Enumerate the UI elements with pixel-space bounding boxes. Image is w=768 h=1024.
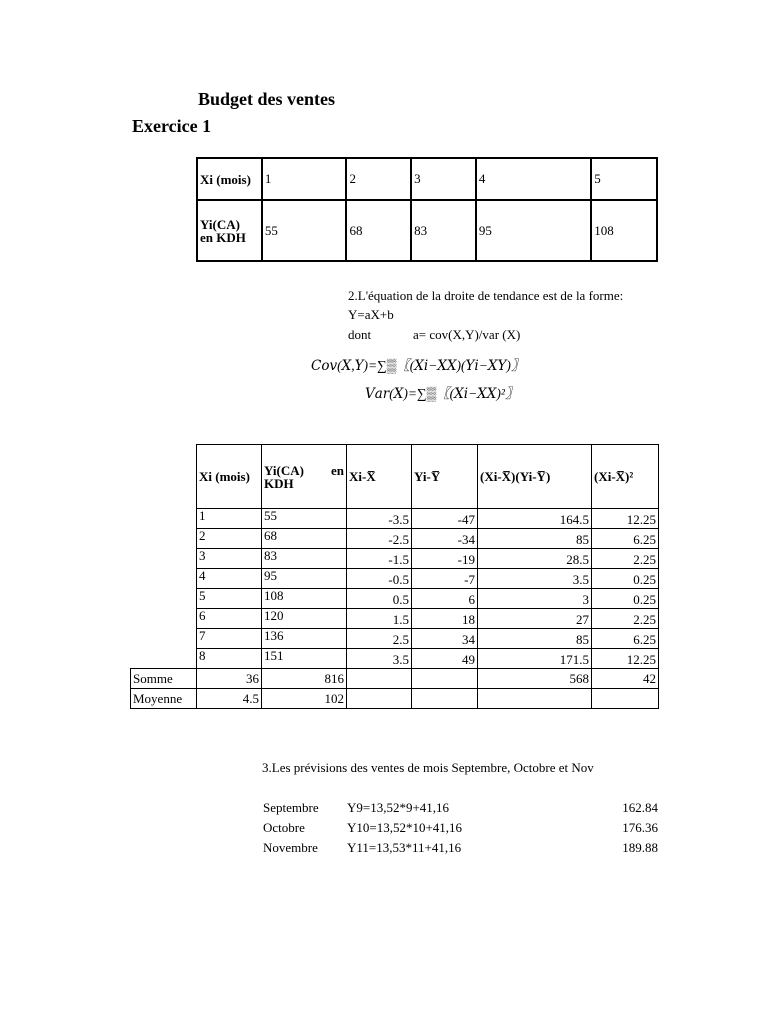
table-cell: -47 <box>412 509 478 529</box>
table-cell: 6 <box>412 589 478 609</box>
table-row <box>197 158 657 200</box>
data-table-2 <box>130 444 659 709</box>
table-cell: -34 <box>412 529 478 549</box>
forecast-value: 189.88 <box>622 840 658 855</box>
moyenne-label: Moyenne <box>131 689 197 709</box>
table-cell: 0.5 <box>347 589 412 609</box>
table-cell: 55 <box>262 200 347 261</box>
table-cell: 27 <box>478 609 592 629</box>
table-cell: 68 <box>262 529 347 549</box>
table-cell: 5 <box>197 589 262 609</box>
header-yi-part3: KDH <box>264 475 294 491</box>
table-row <box>131 649 659 669</box>
table-row <box>131 629 659 649</box>
table-cell: 171.5 <box>478 649 592 669</box>
table-row <box>131 509 659 529</box>
somme-product: 568 <box>478 669 592 689</box>
table-cell: 151 <box>262 649 347 669</box>
exercise-heading: Exercice 1 <box>132 116 212 136</box>
table-cell: 83 <box>262 549 347 569</box>
table-cell: 1 <box>197 509 262 529</box>
var-formula: 𝑉𝑎𝑟(𝑋)=∑▒〖(𝑋𝑖−𝑋𝑋)²〗 <box>365 386 519 401</box>
moyenne-row <box>131 689 659 709</box>
y-label-line2: en KDH <box>200 229 246 245</box>
equation-intro: 2.L'équation de la droite de tendance est de la forme: <box>348 288 624 303</box>
table-cell: 2 <box>197 529 262 549</box>
header-yi-part1: Yi(CA) <box>264 462 304 478</box>
table-row <box>131 609 659 629</box>
equation-a-definition: a= cov(X,Y)/var (X) <box>413 327 521 342</box>
table-cell: 12.25 <box>592 509 659 529</box>
somme-x: 36 <box>197 669 262 689</box>
forecast-heading: 3.Les prévisions des ventes de mois Septembre, Octobre et Nov <box>262 760 594 775</box>
table-cell: 55 <box>262 509 347 529</box>
forecast-month: Octobre <box>263 820 305 835</box>
table-cell: -2.5 <box>347 529 412 549</box>
table-cell: 108 <box>591 200 657 261</box>
header-yi-part2: en <box>331 462 344 478</box>
y-label-line1: Yi(CA) <box>200 216 240 232</box>
table-cell: 28.5 <box>478 549 592 569</box>
table-row <box>131 529 659 549</box>
table-cell: 120 <box>262 609 347 629</box>
table-cell: 85 <box>478 529 592 549</box>
forecast-value: 162.84 <box>622 800 658 815</box>
forecast-row <box>263 800 658 820</box>
table-cell: 95 <box>262 569 347 589</box>
table-cell: 1 <box>262 158 347 200</box>
table-cell: 2.25 <box>592 549 659 569</box>
table-cell: 8 <box>197 649 262 669</box>
table-cell: 4 <box>476 158 591 200</box>
moyenne-x: 4.5 <box>197 689 262 709</box>
header-product: (Xi-X̅)(Yi-Y̅) <box>478 445 592 509</box>
table-cell: 108 <box>262 589 347 609</box>
moyenne-y: 102 <box>262 689 347 709</box>
table-cell: -7 <box>412 569 478 589</box>
table-cell: 1.5 <box>347 609 412 629</box>
forecast-month: Novembre <box>263 840 318 855</box>
header-xi: Xi (mois) <box>197 445 262 509</box>
table-cell: 3 <box>197 549 262 569</box>
x-label-cell: Xi (mois) <box>197 158 262 200</box>
table-cell: 83 <box>411 200 476 261</box>
forecast-formula: Y11=13,53*11+41,16 <box>347 840 462 855</box>
table-cell: -0.5 <box>347 569 412 589</box>
forecast-value: 176.36 <box>622 820 658 835</box>
table-cell: 2.25 <box>592 609 659 629</box>
table-cell: 95 <box>476 200 591 261</box>
somme-y: 816 <box>262 669 347 689</box>
equation-form: Y=aX+b <box>348 307 394 322</box>
somme-square: 42 <box>592 669 659 689</box>
table-cell: 85 <box>478 629 592 649</box>
table-cell: 68 <box>346 200 411 261</box>
table-cell: 136 <box>262 629 347 649</box>
table-cell: 6.25 <box>592 529 659 549</box>
header-square: (Xi-X̅)² <box>592 445 659 509</box>
table-cell: 12.25 <box>592 649 659 669</box>
cov-formula: 𝐶𝑜𝑣(𝑋,𝑌)=∑▒〖(𝑋𝑖−𝑋𝑋)(𝑌𝑖−𝑋𝑌)〗 <box>311 358 525 373</box>
somme-row <box>131 669 659 689</box>
table-cell: 0.25 <box>592 589 659 609</box>
table-cell: 49 <box>412 649 478 669</box>
table-row <box>131 549 659 569</box>
header-xi-minus-mean: Xi-X̅ <box>347 445 412 509</box>
y-label-cell <box>197 200 262 261</box>
table-cell: -19 <box>412 549 478 569</box>
header-yi <box>262 445 347 509</box>
table-header-row <box>131 445 659 509</box>
table-cell: 5 <box>591 158 657 200</box>
table-cell: 0.25 <box>592 569 659 589</box>
header-yi-minus-mean: Yi-Y̅ <box>412 445 478 509</box>
forecast-formula: Y10=13,52*10+41,16 <box>347 820 463 835</box>
table-cell: 7 <box>197 629 262 649</box>
table-row <box>131 569 659 589</box>
table-cell: 3 <box>411 158 476 200</box>
data-table-1 <box>196 157 658 262</box>
forecast-row <box>263 840 658 860</box>
somme-label: Somme <box>131 669 197 689</box>
table-cell: 3 <box>478 589 592 609</box>
table-cell: 18 <box>412 609 478 629</box>
table-cell: 4 <box>197 569 262 589</box>
table-row <box>197 200 657 261</box>
table-cell: 6 <box>197 609 262 629</box>
equation-dont: dont <box>348 327 372 342</box>
forecast-row <box>263 820 658 840</box>
table-cell: 6.25 <box>592 629 659 649</box>
table-cell: 3.5 <box>347 649 412 669</box>
page-title: Budget des ventes <box>198 89 336 109</box>
table-cell: 34 <box>412 629 478 649</box>
table-cell: 2 <box>346 158 411 200</box>
table-row <box>131 589 659 609</box>
table-cell: 164.5 <box>478 509 592 529</box>
table-cell: -3.5 <box>347 509 412 529</box>
table-cell: 3.5 <box>478 569 592 589</box>
table-cell: 2.5 <box>347 629 412 649</box>
forecast-month: Septembre <box>263 800 319 815</box>
forecast-formula: Y9=13,52*9+41,16 <box>347 800 450 815</box>
table-cell: -1.5 <box>347 549 412 569</box>
